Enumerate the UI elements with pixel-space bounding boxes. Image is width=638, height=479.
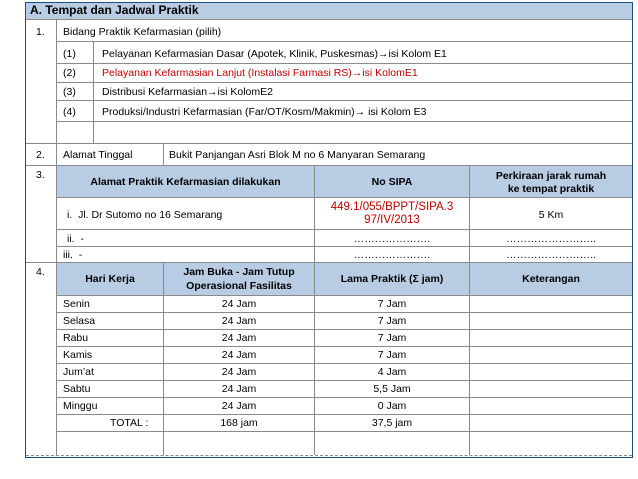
schedule-lama: 5,5 Jam [373, 383, 411, 395]
schedule-jam: 24 Jam [221, 332, 257, 344]
row4-header-hari: Hari Kerja [85, 273, 135, 285]
schedule-lama: 0 Jam [377, 400, 407, 412]
option-3-number: (3) [63, 86, 76, 98]
schedule-jam: 24 Jam [221, 400, 257, 412]
total-label: TOTAL : [110, 417, 149, 429]
schedule-hari: Minggu [63, 400, 98, 412]
row4-header-jam-line2: Operasional Fasilitas [186, 280, 292, 292]
schedule-hari: Kamis [63, 349, 93, 361]
row3-jarak-3: …………………….. [506, 249, 596, 261]
schedule-hari: Sabtu [63, 383, 91, 395]
row3-number: 3. [36, 169, 45, 181]
row4-header-lama: Lama Praktik (Σ jam) [340, 273, 444, 285]
row1-number: 1. [36, 26, 45, 38]
schedule-lama: 4 Jam [377, 366, 407, 378]
schedule-jam: 24 Jam [221, 366, 257, 378]
schedule-hari: Rabu [63, 332, 89, 344]
schedule-jam: 24 Jam [221, 383, 257, 395]
row3-item-3: iii. - [63, 249, 83, 261]
schedule-jam: 24 Jam [221, 349, 257, 361]
row3-header-jarak-line1: Perkiraan jarak rumah [495, 170, 607, 182]
schedule-lama: 7 Jam [377, 298, 407, 310]
row4-header-ket: Keterangan [522, 273, 580, 285]
row3-item-2: ii. - [67, 233, 84, 245]
total-lama: 37,5 jam [371, 417, 413, 429]
option-1-text: Pelayanan Kefarmasian Dasar (Apotek, Klinik, Puskesmas)→isi Kolom E1 [102, 48, 447, 60]
schedule-jam: 24 Jam [221, 298, 257, 310]
row3-header-sipa: No SIPA [371, 176, 413, 188]
row3-sipa-1-line1: 449.1/055/BPPT/SIPA.3 [330, 201, 454, 213]
option-2-number: (2) [63, 67, 76, 79]
schedule-jam: 24 Jam [221, 315, 257, 327]
schedule-hari: Jum’at [63, 366, 94, 378]
row2-label: Alamat Tinggal [63, 149, 133, 161]
row3-jarak-1: 5 Km [538, 209, 564, 221]
option-4-text: Produksi/Industri Kefarmasian (Far/OT/Kosm/Makmin)→ isi Kolom E3 [102, 106, 427, 118]
row3-jarak-2: …………………….. [506, 233, 596, 245]
schedule-lama: 7 Jam [377, 349, 407, 361]
row2-number: 2. [36, 149, 45, 161]
row3-header-alamat: Alamat Praktik Kefarmasian dilakukan [90, 176, 281, 188]
schedule-hari: Selasa [63, 315, 96, 327]
total-jam: 168 jam [220, 417, 258, 429]
option-4-number: (4) [63, 106, 76, 118]
option-3-text: Distribusi Kefarmasian→isi KolomE2 [102, 86, 273, 98]
option-2-text: Pelayanan Kefarmasian Lanjut (Instalasi Farmasi RS)→isi KolomE1 [102, 67, 418, 79]
row4-header-jam-line1: Jam Buka - Jam Tutup [183, 266, 295, 278]
option-1-number: (1) [63, 48, 76, 60]
row4-number: 4. [36, 266, 45, 278]
row2-value: Bukit Panjangan Asri Blok M no 6 Manyaran Semarang [169, 149, 426, 161]
row3-header-jarak-line2: ke tempat praktik [507, 183, 595, 195]
row3-sipa-2: …………………. [353, 233, 431, 245]
row3-item-1: i. Jl. Dr Sutomo no 16 Semarang [67, 209, 223, 221]
row3-sipa-1-line2: 97/IV/2013 [364, 214, 420, 226]
schedule-lama: 7 Jam [377, 332, 407, 344]
section-title: A. Tempat dan Jadwal Praktik [30, 3, 199, 17]
schedule-hari: Senin [63, 298, 90, 310]
row3-sipa-3: …………………. [353, 249, 431, 261]
schedule-lama: 7 Jam [377, 315, 407, 327]
row1-label: Bidang Praktik Kefarmasian (pilih) [63, 26, 222, 38]
